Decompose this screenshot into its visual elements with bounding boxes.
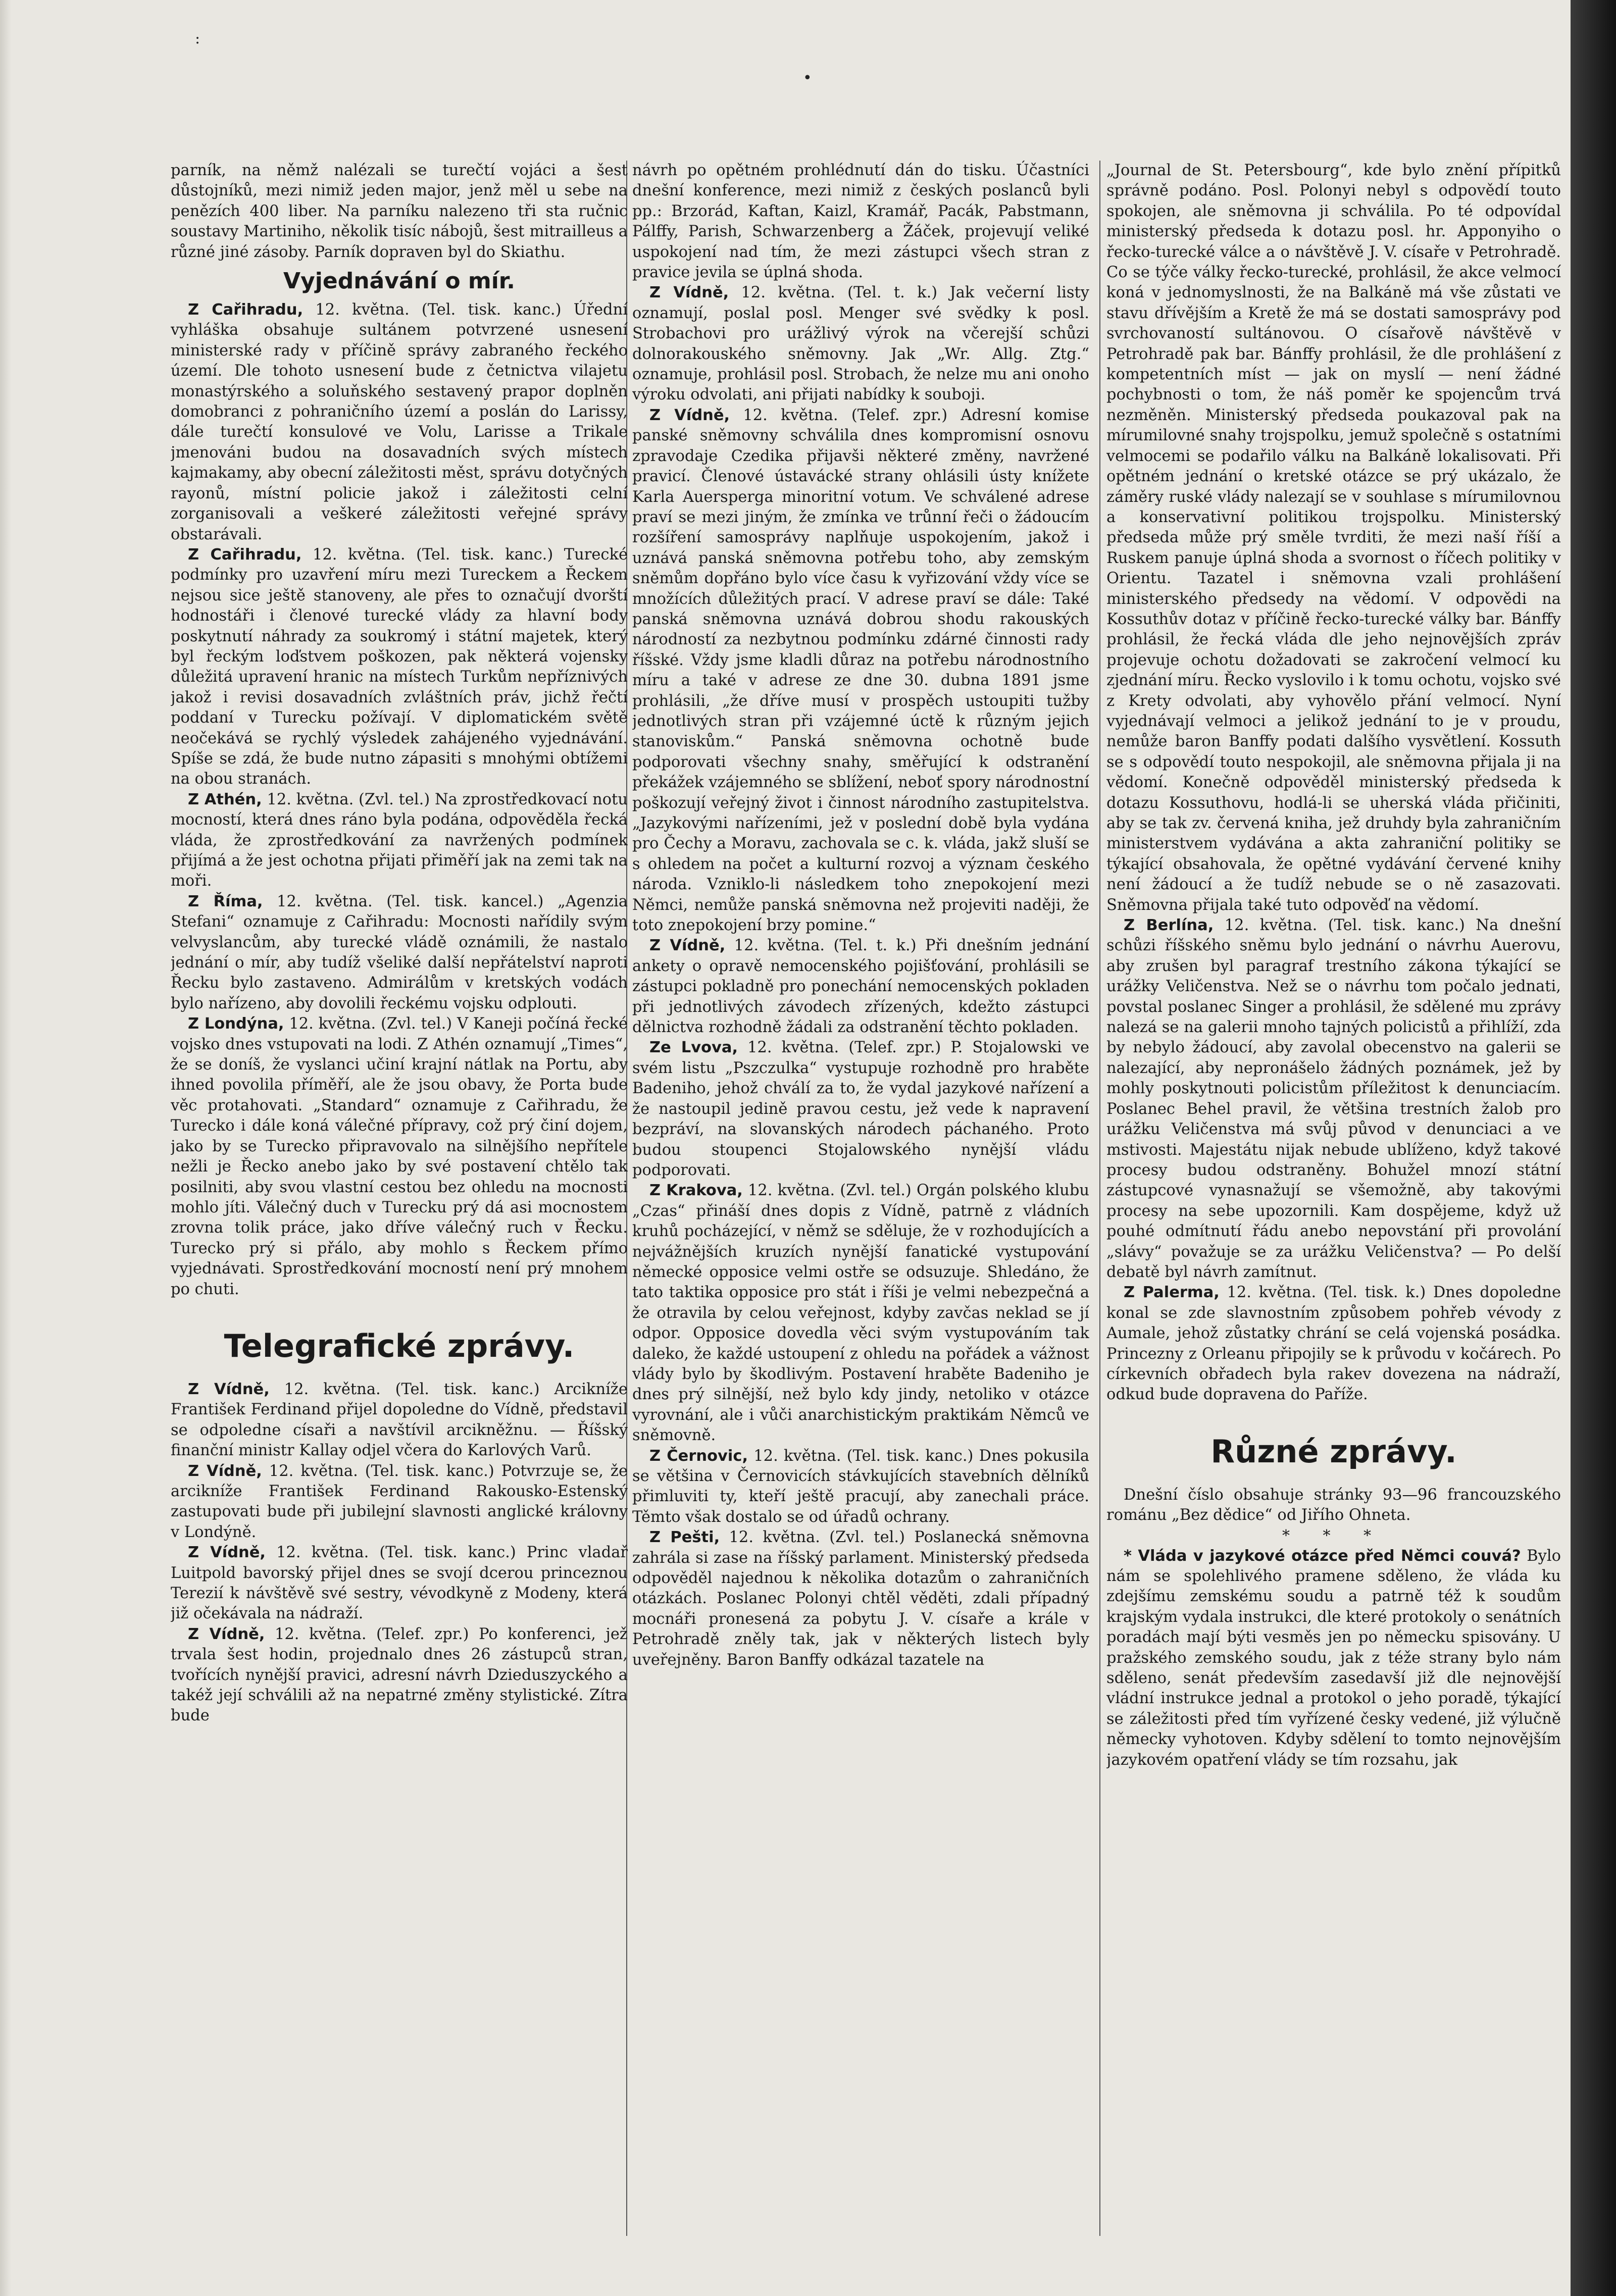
article-paragraph: Z Cařihradu, 12. května. (Tel. tisk. kanc.) Turecké podmínky pro uzavření míru mezi Tureckem a Řeckem nejsou sice ještě stanoveny, ale přes to označují dvorští hodnostáři i členové turecké vlády za hlavní body poskytnutí náhrady za soukromý i státní majetek, který byl řeckým loďstvem poškozen, pak některá vojensky důležitá upravení hranic na místech Turkům nepříznivých jakož i revisi dosavadních zvláštních práv, jichž řečtí poddaní v Turecku požívají. V diplomatickém světě neočekává se rychlý výsledek zahájeného vyjednávání. Spíše se zdá, že bude nutno zápasiti s mnohými obtížemi na obou stranách.: [171, 545, 628, 788]
dateline: Z Vídně,: [188, 1625, 265, 1643]
article-paragraph: Z Cařihradu, 12. května. (Tel. tisk. kanc.) Úřední vyhláška obsahuje sultánem potvrzené usnesení ministerské rady v příčině správy zabraného řeckého území. Dle tohoto usnesení bude z četnictva vilajetu monastýrského a soluňského sestavený prapor doplněn domobranci z pohraničního území a poslán do Larissy, dále turečtí konsulové ve Volu, Larisse a Trikale jmenováni budou na dosavadních svých místech kajmakamy, aby obecní záležitosti měst, správu dotyčných rayonů, místní policie jakož i záležitosti celní zorganisovali a veškeré záležitosti veřejné správy obstarávali.: [171, 301, 628, 543]
column-1: [171, 161, 628, 2236]
article-paragraph: Ze Lvova, 12. května. (Telef. zpr.) P. Stojalowski ve svém listu „Pszczulka“ vystupuje rozhodně pro hraběte Badeniho, jehož chválí za to, že vydal jazykové nařízení a že nastoupil jedině pravou cestu, jež vede k napravení bezpráví, na slovanských národech páchaného. Proto budou stoupenci Stojalowského nynější vládu podporovati.: [632, 1039, 1089, 1179]
article-headline: * Vláda v jazykové otázce před Němci couvá?: [1124, 1547, 1521, 1565]
dateline: Z Athén,: [188, 790, 262, 808]
article-paragraph: * Vláda v jazykové otázce před Němci couvá? Bylo nám se spolehlivého pramene sděleno, že vláda ku zdejšímu zemskému soudu a patrně též k soudům krajským vydala instrukci, dle které protokoly o senátních poradách mají býti vesměs jen po německu spisovány. U pražského zemského soudu, jak z téže strany bylo nám sděleno, senát především zasedavší již dle nejnovější vládní instrukce jednal a protokol o jeho poradě, týkající se záležitosti před tím vyřízené česky vedené, již výlučně německy vyhotoven. Kdyby sdělení to tomto nejnovějším jazykovém opatření vlády se tím rozsahu, jak: [1106, 1547, 1561, 1769]
article-paragraph: Z Říma, 12. května. (Tel. tisk. kancel.) „Agenzia Stefani“ oznamuje z Cařihradu: Mocnosti nařídily svým velvyslancům, aby turecké vládě oznámili, že nastalo jednání o mír, aby tudíž všeliké další nepřátelství naproti Řecku bylo zastaveno. Admirálům v kretských vodách bylo nařízeno, aby dovolili řeckému vojsku odplouti.: [171, 892, 628, 1012]
article-paragraph: Z Vídně, 12. května. (Telef. zpr.) Adresní komise panské sněmovny schválila dnes kompromisní osnovu zpravodaje Czedika přijavši některé změny, navržené pravicí. Členové ústavácké strany ohlásili ústy knížete Karla Auersperga minoritní votum. Ve schválené adrese praví se mezi jiným, že zmínka ve trůnní řeči o žádoucím rozšíření samosprávy naplňuje uspokojením, jakož i uznává panská sněmovna potřebu toho, aby zemským sněmům dopřáno bylo více času k vyřizování vždy více se množících důležitých prací. V adrese praví se dále: Také panská sněmovna uznává dobrou shodu rakouských národností za nezbytnou podmínku zdárné činnosti rady říšské. Vždy jsme kladli důraz na potřebu národnostního míru a také v adrese ze dne 30. dubna 1891 jsme prohlásili, „že dříve musí v prospěch ustoupiti tužby jednotlivých stran při vzájemné úctě k různým jejich stanoviskům.“ Panská sněmovna ochotně bude podporovati všechny snahy, směřující k odstranění překážek vzájemného se sblížení, neboť spory národnostní poškozují veřejný život i činnost národního zastupitelstva. „Jazykovými nařízeními, jež v poslední době byla vydána pro Čechy a Moravu, zachovala se c. k. vláda, jakž sluší se s ohledem na počet a kulturní rozvoj a význam českého národa. Vzniklo-li následkem toho znepokojení mezi Němci, nemůže panská sněmovna než projeviti naději, že toto znepokojení brzy pomine.“: [632, 406, 1089, 935]
dateline: Z Palerma,: [1124, 1284, 1220, 1302]
column-2: [632, 161, 1089, 2236]
dateline: Z Vídně,: [188, 1380, 270, 1398]
section-heading-ruzne: Různé zprávy.: [1210, 1433, 1457, 1470]
top-left-mark: :: [195, 30, 200, 47]
article-paragraph: Z Berlína, 12. května. (Tel. tisk. kanc.) Na dnešní schůzi říšského sněmu bylo jednání o návrhu Auerovu, aby zrušen byl paragraf trestního zákona týkající se urážky Veličenstva. Než se o návrhu tom počalo jednati, povstal poslanec Singer a prohlásil, že sdělené mu zprávy nalezá se na galerii mnoho tajných policistů a přihlíží, zda by nebylo žádoucí, aby zavolal obecenstvo na galerii se nalezající, aby nepronášelo žádných poznámek, jež by mohly poskytnouti policistům příležitost k denunciacím. Poslanec Behel pravil, že většina trestních žalob pro urážku Veličenstva má svůj původ v denunciaci a ve mstivosti. Majestátu nijak nebude ublíženo, když takové procesy budou odstraněny. Bohužel mnozí státní zástupcové vynasnažují se všemožně, aby takovými procesy na sebe upozornili. Kam dospějeme, když už pouhé odmítnutí řádu anebo nepovstání při provolání „slávy“ považuje se za urážku Veličenstva? — Po delší debatě byl návrh zamítnut.: [1106, 916, 1561, 1281]
article-paragraph: Dnešní číslo obsahuje stránky 93—96 francouzského románu „Bez dědice“ od Jiřího Ohneta.: [1106, 1486, 1561, 1524]
article-paragraph: Z Vídně, 12. května. (Tel. tisk. kanc.) Arcikníže František Ferdinand přijel dopoledne do Vídně, představil se odpoledne císaři a navštívil arcikněžnu. — Říšský finanční ministr Kallay odjel včera do Karlových Varů.: [171, 1380, 628, 1460]
dateline: Z Londýna,: [188, 1015, 284, 1033]
article-paragraph: Z Vídně, 12. května. (Tel. tisk. kanc.) Princ vladař Luitpold bavorský přijel dnes se svojí dcerou princeznou Terezií k návštěvě své sestry, vévodkyně z Modeny, která již očekávala na nádraží.: [171, 1544, 628, 1623]
dateline: Z Vídně,: [188, 1462, 262, 1480]
article-paragraph: Z Vídně, 12. května. (Tel. t. k.) Jak večerní listy oznamují, poslal posl. Menger své svědky k posl. Strobachovi pro urážlivý výrok na včerejší schůzi dolnorakouského sněmovny. Jak „Wr. Allg. Ztg.“ oznamuje, prohlásil posl. Strobach, že nelze mu ani onoho výroku odvolati, ani přijati nabídky k souboji.: [632, 284, 1089, 404]
article-paragraph: „Journal de St. Petersbourg“, kde bylo znění přípitků správně podáno. Posl. Polonyi nebyl s odpovědí touto spokojen, ale sněmovna ji schválila. Po té odpovídal ministerský předseda k dotazu posl. hr. Apponyiho o řecko-turecké válce a o návštěvě J. V. císaře v Petrohradě. Co se týče války řecko-turecké, prohlásil, že akce velmocí koná v jednomyslnosti, že na Balkáně má vše zůstati ve stavu dřívějším a Kretě že má se dostati samosprávy pod svrchovaností sultánovou. O císařově návštěvě v Petrohradě pak bar. Bánffy prohlásil, že dle prohlášení z kompetentních míst — jak on myslí — není žádné pochybnosti o tom, že náš poměr ke spojencům trvá nezměněn. Ministerský předseda poukazoval pak na mírumilovné snahy trojspolku, jemuž společně s ostatními velmocemi se podařilo válku na Balkáně lokalisovati. Při opětném jednání o kretské otázce se prý ukázalo, že záměry ruské vlády nalezají se v souhlase s mírumilovnou a konservativní politikou trojspolku. Ministerský předseda může prý směle tvrditi, že mezi naší říší a Ruskem panuje úplná shoda a svornost o říčech politiky v Orientu. Tazatel i sněmovna vzali prohlášení ministerského předsedy na vědomí. V odpovědi na Kossuthův dotaz v příčině řecko-turecké války bar. Bánffy prohlásil, že řecká vláda dle jeho nejnovějších zpráv projevuje ochotu dožadovati se zakročení velmocí ku zjednání míru. Řecko vyslovilo i k tomu ochotu, vojsko své z Krety odvolati, aby vyhovělo přání velmocí. Nyní vyjednávají velmoci a jelikož jednání to je v proudu, nemůže baron Banffy podati dalšího vysvětlení. Kossuth se s odpovědí touto nespokojil, ale sněmovna přijala ji na vědomí. Konečně odpověděl ministerský předseda k dotazu Kossuthovu, hodlá-li se uherská vláda přičiniti, aby se tak zv. červená kniha, jež druhdy byla zahraničním ministerstvem vydávána a akta zahraniční politiky se týkající obsahovala, že opětné vydávání červené knihy není žádoucí a že tudíž nebude se o ně zasazovati. Sněmovna přijala také tuto odpověď na vědomí.: [1106, 162, 1561, 914]
article-paragraph: Z Vídně, 12. května. (Tel. tisk. kanc.) Potvrzuje se, že arcikníže František Ferdinand Rakousko-Estenský zastupovati bude při jubilejní slavnosti anglické královny v Londýně.: [171, 1462, 628, 1541]
dateline: Z Cařihradu,: [188, 301, 304, 319]
top-center-mark: •: [803, 69, 812, 87]
article-paragraph: Z Černovic, 12. května. (Tel. tisk. kanc.) Dnes pokusila se většina v Černovicích stávkujících stavebních dělníků přimluviti ty, kteří ještě pracují, aby zanechali práce. Těmto však dostalo se od úřadů ochrany.: [632, 1447, 1089, 1526]
dateline: Z Vídně,: [649, 937, 726, 955]
column-rule-2: [1099, 161, 1100, 2236]
separator-stars: * * *: [1282, 1526, 1386, 1545]
dateline: Z Berlína,: [1124, 916, 1214, 935]
article-paragraph: Z Athén, 12. května. (Zvl. tel.) Na zprostředkovací notu mocností, která dnes ráno byla podána, odpověděla řecká vláda, že zprostředkování za navržených podmínek přijímá a že jest ochotna přijati přiměří jak na zemi tak na moři.: [171, 790, 628, 890]
dateline: Z Černovic,: [649, 1447, 748, 1465]
dateline: Z Vídně,: [188, 1544, 266, 1562]
dateline: Z Říma,: [188, 892, 263, 910]
article-paragraph: Z Londýna, 12. května. (Zvl. tel.) V Kaneji počíná řecké vojsko dnes vstupovati na lodi. Z Athén oznamují „Times“, že se doníš, že vyslanci učiní krajní nátlak na Portu, aby ihned povolila příměří, ale že jsou obavy, že Porta bude věc protahovati. „Standard“ oznamuje z Cařihradu, že Turecko i dále koná válečné přípravy, což prý činí dojem, jako by se Turecko připravovalo na silnějšího nepřítele nežli je Řecko anebo jako by své postavení chtělo tak posilniti, aby svou vlastní cestou bez ohledu na mocnosti mohlo jíti. Válečný duch v Turecku prý dá asi mocnostem zrovna tolik práce, jako dříve válečný ruch v Řecku. Turecko prý si přálo, aby mohlo s Řeckem přímo vyjednávati. Sprostředkování mocností není prý mnohem po chuti.: [171, 1015, 628, 1298]
section-heading-telegraficke: Telegrafické zprávy.: [224, 1327, 575, 1364]
dateline: Z Vídně,: [649, 406, 730, 424]
article-paragraph: Z Vídně, 12. května. (Tel. t. k.) Při dnešním jednání ankety o opravě nemocenského pojišťování, prohlásili se zástupci pokladně pro ponechání nemocenských pokladen při jednotlivých závodech zřízených, kdežto zástupci dělnictva rozhodně žádali za odstranění těchto pokladen.: [632, 937, 1089, 1037]
article-paragraph: návrh po opětném prohlédnutí dán do tisku. Účastníci dnešní konference, mezi nimiž z českých poslanců byli pp.: Brzorád, Kaftan, Kaizl, Kramář, Pacák, Pabstmann, Pálffy, Parish, Schwarzenberg a Žáček, projevují veliké uspokojení nad tím, že mezi zástupci všech stran z pravice jevila se úplná shoda.: [632, 162, 1089, 282]
article-paragraph: Z Pešti, 12. května. (Zvl. tel.) Poslanecká sněmovna zahrála si zase na říšský parlament. Ministerský předseda odpověděl najednou k několika dotazům o zahraničních otázkách. Poslanec Polonyi chtěl věděti, zdali případný mocnáři pronesená za pobytu J. V. císaře a krále v Petrohradě zněly tak, jak v některých listech byly uveřejněny. Baron Banffy odkázal tazatele na: [632, 1528, 1089, 1669]
dateline: Ze Lvova,: [649, 1039, 738, 1057]
dateline: Z Pešti,: [649, 1528, 720, 1547]
scan-dark-margin: [1571, 0, 1616, 2296]
page-left-edge: [0, 0, 11, 2296]
article-paragraph: Z Krakova, 12. května. (Zvl. tel.) Orgán polského klubu „Czas“ přináší dnes dopis z Vídně, patrně z vládních kruhů pocházející, v němž se sděluje, že v rozhodujících a nejvážnějších kruzích nynější fanatické vystupování německé opposice velmi ostře se odsuzuje. Shledáno, že tato taktika opposice pro stát i říši je velmi nebezpečná a že otravila by celou veřejnost, kdyby zavčas neklad se jí odpor. Opposice dovedla věci svým vystupováním tak daleko, že každé ustoupení z ohledu na pořádek a vážnost vlády bylo by škodlivým. Postavení hraběte Badeniho je dnes prý silnější, než bylo kdy jindy, netoliko v otázce vyrovnání, ale i vůči anarchistickým praktikám Němců ve sněmovně.: [632, 1182, 1089, 1445]
column-3: [1106, 161, 1561, 2236]
dateline: Z Vídně,: [649, 284, 729, 302]
article-paragraph: Z Vídně, 12. května. (Telef. zpr.) Po konferenci, jež trvala šest hodin, projednalo dnes 26 zástupců stran, tvořících nynější pravici, adresní návrh Dzieduszyckého a takéž její schválili až na nepatrné změny stylistické. Zítra bude: [171, 1625, 628, 1725]
article-paragraph: Z Palerma, 12. května. (Tel. tisk. k.) Dnes dopoledne konal se zde slavnostním způsobem pohřeb vévody z Aumale, jehož zůstatky chrání se celá vojenská posádka. Princezny z Orleanu připojily se k průvodu v kočárech. Po církevních obřadech byla rakev dovezena na nádraží, odkud bude dopravena do Paříže.: [1106, 1284, 1561, 1404]
dateline: Z Krakova,: [649, 1182, 743, 1200]
section-heading-vyjednavani: Vyjednávání o mír.: [283, 268, 515, 294]
article-paragraph: parník, na němž nalézali se turečtí vojáci a šest důstojníků, mezi nimiž jeden major, jenž měl u sebe na penězích 400 liber. Na parníku nalezeno tři sta ručnic soustavy Martiniho, několik tisíc nábojů, šest mitrailleus a různé jiné zásoby. Parník dopraven byl do Skiathu.: [171, 162, 628, 261]
dateline: Z Cařihradu,: [188, 545, 302, 564]
